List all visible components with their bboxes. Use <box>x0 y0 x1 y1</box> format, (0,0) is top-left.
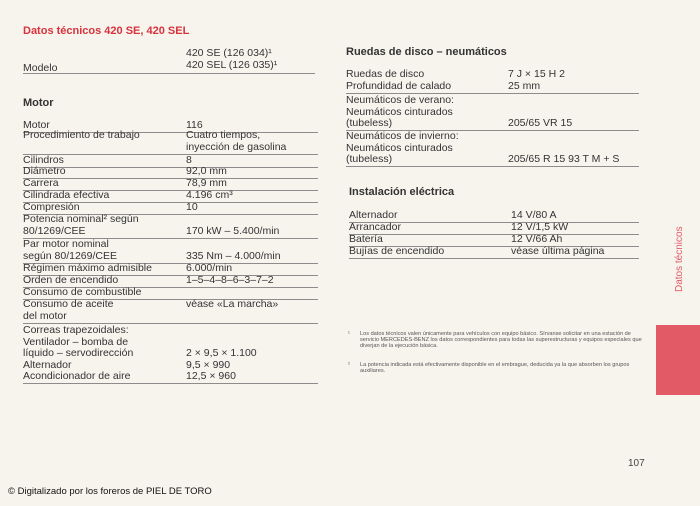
row-value: 12 V/66 Ah <box>511 233 563 245</box>
row-label: Alternador <box>349 209 398 221</box>
row-rule <box>349 246 639 259</box>
electrical-heading: Instalación eléctrica <box>349 186 455 198</box>
wheels-heading: Ruedas de disco – neumáticos <box>346 46 507 58</box>
model-label: Modelo <box>23 62 58 74</box>
row-value: 1–5–4–8–6–3–7–2 <box>186 274 274 286</box>
row-label: Ventilador – bomba de <box>23 335 129 348</box>
row-value: 6.000/min <box>186 262 233 274</box>
row-label: Neumáticos cinturados <box>346 141 453 154</box>
page-number: 107 <box>628 458 645 469</box>
row-label: Acondicionador de aire <box>23 370 131 382</box>
row-label: Par motor nominal <box>23 238 109 250</box>
row-label: Diámetro <box>23 165 66 177</box>
row-value: 10 <box>186 201 198 213</box>
row-value: 14 V/80 A <box>511 209 557 221</box>
row-label: Procedimiento de trabajo <box>23 129 140 141</box>
row-label: del motor <box>23 309 67 322</box>
row-value: 12 V/1,5 kW <box>511 221 569 233</box>
row-label: Arrancador <box>349 221 401 233</box>
row-rule <box>346 81 639 94</box>
row-value: 78,9 mm <box>186 177 227 189</box>
row-label: Carrera <box>23 177 59 189</box>
credit-text: © Digitalizado por los foreros de PIEL DE TORO <box>8 486 212 497</box>
row-value: véase última página <box>511 245 605 257</box>
row-label: líquido – servodirección <box>23 347 134 359</box>
row-label: Neumáticos de invierno: <box>346 130 459 142</box>
row-label: Cilindrada efectiva <box>23 189 110 201</box>
row-label: Ruedas de disco <box>346 68 425 80</box>
row-rule <box>23 142 318 155</box>
row-value: 2 × 9,5 × 1.100 <box>186 347 257 359</box>
row-label: Batería <box>349 233 383 245</box>
row-value: 25 mm <box>508 79 541 92</box>
row-value: 9,5 × 990 <box>186 358 231 371</box>
row-value: 7 J × 15 H 2 <box>508 68 565 80</box>
row-value: 8 <box>186 154 192 166</box>
row-value: 92,0 mm <box>186 165 227 177</box>
row-label: 80/1269/CEE <box>23 224 86 237</box>
row-label: Profundidad de calado <box>346 79 452 92</box>
row-value: 4.196 cm³ <box>186 189 233 201</box>
row-rule <box>23 371 318 384</box>
row-value: 205/65 R 15 93 T M + S <box>508 153 620 165</box>
row-value: véase «La marcha» <box>186 298 279 310</box>
footnote-text-2: La potencia indicada está efectivamente disponible en el embrague, deducida ya la que absorben los grupos auxiliares. <box>360 362 630 375</box>
row-label: Cilindros <box>23 154 64 166</box>
model-value-1: 420 SE (126 034)¹ <box>186 47 272 59</box>
row-label: (tubeless) <box>346 153 393 165</box>
footnote-mark-2: ² <box>348 362 350 368</box>
row-label: (tubeless) <box>346 117 393 129</box>
row-label: Neumáticos cinturados <box>346 105 453 118</box>
row-label: Alternador <box>23 358 72 371</box>
row-label: Motor <box>23 119 50 131</box>
row-rule <box>346 154 639 167</box>
row-value: inyección de gasolina <box>186 140 287 153</box>
row-rule <box>23 226 318 239</box>
row-label: Régimen máximo admisible <box>23 262 152 274</box>
row-rule <box>23 311 318 324</box>
row-label: Correas trapezoidales: <box>23 324 129 336</box>
row-label: Bujías de encendido <box>349 245 445 257</box>
row-value: 170 kW – 5.400/min <box>186 224 280 237</box>
row-label: Consumo de aceite <box>23 298 114 310</box>
footnote-mark-1: ¹ <box>348 331 350 337</box>
row-label: Neumáticos de verano: <box>346 94 454 106</box>
row-label: Compresión <box>23 201 80 213</box>
model-value-2: 420 SEL (126 035)¹ <box>186 59 278 71</box>
row-label: Orden de encendido <box>23 274 119 286</box>
row-value: 205/65 VR 15 <box>508 117 573 129</box>
row-value: 335 Nm – 4.000/min <box>186 249 281 262</box>
model-rule <box>23 61 315 74</box>
footnote-text-1: Los datos técnicos valen únicamente para vehículos con equipo básico. Sírvanse solicitar en una estación de servicio MERCEDES-BENZ los datos correspondientes para todas las superestructuras y equipos especiales que diverjan de la ejecución básica. <box>360 331 642 350</box>
row-label: Consumo de combustible <box>23 286 142 298</box>
row-value: 12,5 × 960 <box>186 370 236 382</box>
row-label: según 80/1269/CEE <box>23 249 117 262</box>
row-value: Cuatro tiempos, <box>186 129 261 141</box>
page-title: Datos técnicos 420 SE, 420 SEL <box>23 25 190 37</box>
row-value: 116 <box>186 119 203 131</box>
section-tab <box>656 325 700 395</box>
motor-heading: Motor <box>23 97 54 109</box>
row-label: Potencia nominal² según <box>23 213 139 225</box>
